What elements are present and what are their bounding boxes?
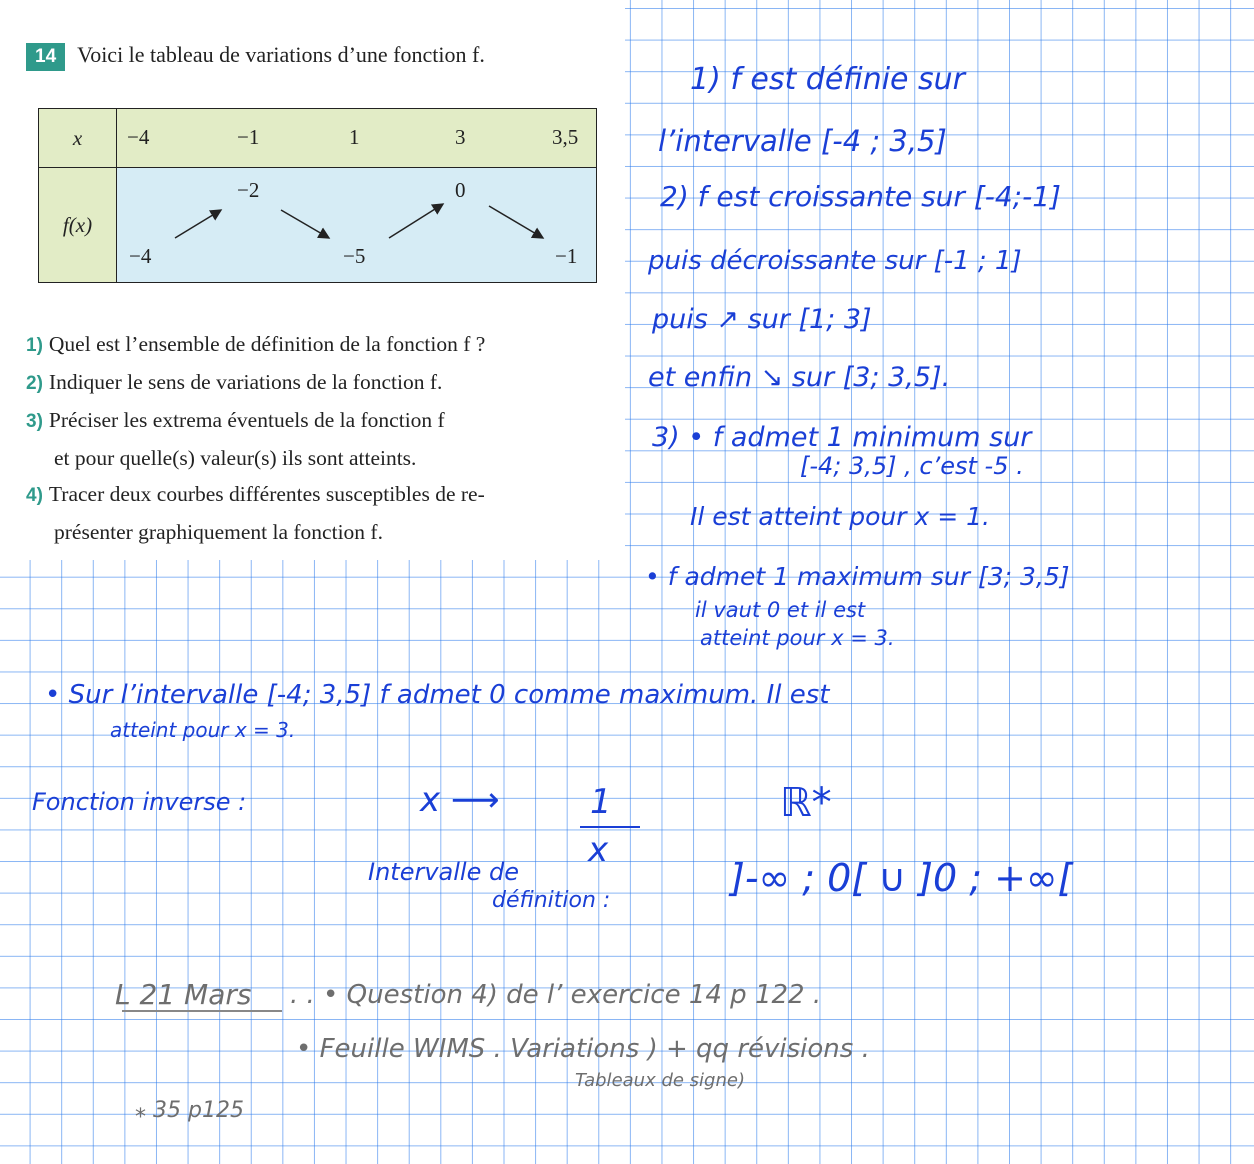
inverse-function-denominator: x <box>588 830 609 870</box>
f-value: −4 <box>129 244 152 268</box>
x-value: −4 <box>127 125 150 149</box>
homework-task-1: . . • Question 4) de l’ exercice 14 p 122 . <box>290 980 822 1010</box>
inverse-function-title: Fonction inverse : <box>32 788 247 816</box>
arrow-down-icon <box>489 206 543 238</box>
answer3-line6: atteint pour x = 3. <box>700 626 895 650</box>
question-item: présenter graphiquement la fonction f. <box>54 520 383 544</box>
f-value: −1 <box>555 244 578 268</box>
homework-task-2: • Feuille WIMS . Variations ) + qq révisions . <box>296 1034 870 1064</box>
exercise-header <box>26 42 485 71</box>
exercise-statement: Voici le tableau de variations d’une fonction f. <box>77 42 485 67</box>
answer1-line1: 1) f est définie sur <box>690 62 966 97</box>
homework-date: L 21 Mars <box>115 978 252 1011</box>
inverse-function-map: x ⟶ <box>420 780 500 820</box>
homework-task-3: ⁎ 35 p125 <box>135 1098 244 1123</box>
question-item: 2) Indiquer le sens de variations de la fonction f. <box>26 370 443 394</box>
f-value: −2 <box>237 178 260 202</box>
variation-arrows <box>117 168 599 280</box>
answer2-line2: puis décroissante sur [-1 ; 1] <box>648 246 1022 276</box>
x-values-row <box>117 109 597 168</box>
fx-label: f(x) <box>39 168 117 283</box>
domain-value: ]-∞ ; 0[ ∪ ]0 ; +∞[ <box>730 856 1073 900</box>
fraction-bar <box>580 826 640 828</box>
inverse-function-set: ℝ* <box>780 780 832 826</box>
x-value: −1 <box>237 125 260 149</box>
exercise-block <box>0 0 625 560</box>
arrow-up-icon <box>175 210 221 238</box>
answer1-line2: l’intervalle [-4 ; 3,5] <box>658 124 947 158</box>
maximum-note-line2: atteint pour x = 3. <box>110 718 296 742</box>
arrow-up-icon <box>389 204 443 238</box>
homework-task-2-sub: Tableaux de signe) <box>575 1070 745 1091</box>
domain-label-2: définition : <box>492 888 611 913</box>
x-value: 1 <box>349 125 360 149</box>
inverse-function-numerator: 1 <box>590 782 612 822</box>
answer3-line2: [-4; 3,5] , c’est -5 . <box>800 452 1024 480</box>
date-underline <box>122 1010 282 1012</box>
answer3-line5: il vaut 0 et il est <box>695 598 866 622</box>
maximum-note-line1: • Sur l’intervalle [-4; 3,5] f admet 0 comme maximum. Il est <box>45 680 830 710</box>
x-value: 3,5 <box>552 125 579 149</box>
answer2-line4: et enfin ↘ sur [3; 3,5]. <box>648 362 951 393</box>
x-label: x <box>39 109 117 168</box>
answer3-line1: 3) • f admet 1 minimum sur <box>652 422 1032 453</box>
f-value: 0 <box>455 178 466 202</box>
answer3-line3: Il est atteint pour x = 1. <box>690 502 990 531</box>
question-item: 4) Tracer deux courbes différentes susceptibles de re- <box>26 482 485 506</box>
x-value: 3 <box>455 125 466 149</box>
f-values-row <box>117 168 597 283</box>
arrow-down-icon <box>281 210 329 238</box>
domain-label-1: Intervalle de <box>368 858 519 886</box>
question-item: 1) Quel est l’ensemble de définition de la fonction f ? <box>26 332 486 356</box>
answer3-line4: • f admet 1 maximum sur [3; 3,5] <box>645 562 1070 591</box>
question-item: et pour quelle(s) valeur(s) ils sont atteints. <box>54 446 417 470</box>
question-item: 3) Préciser les extrema éventuels de la fonction f <box>26 408 445 432</box>
variation-table <box>38 108 597 283</box>
question-list <box>26 326 485 550</box>
exercise-number: 14 <box>26 43 65 71</box>
answer2-line3: puis ↗ sur [1; 3] <box>652 304 872 335</box>
f-value: −5 <box>343 244 366 268</box>
answer2-line1: 2) f est croissante sur [-4;-1] <box>660 180 1061 213</box>
